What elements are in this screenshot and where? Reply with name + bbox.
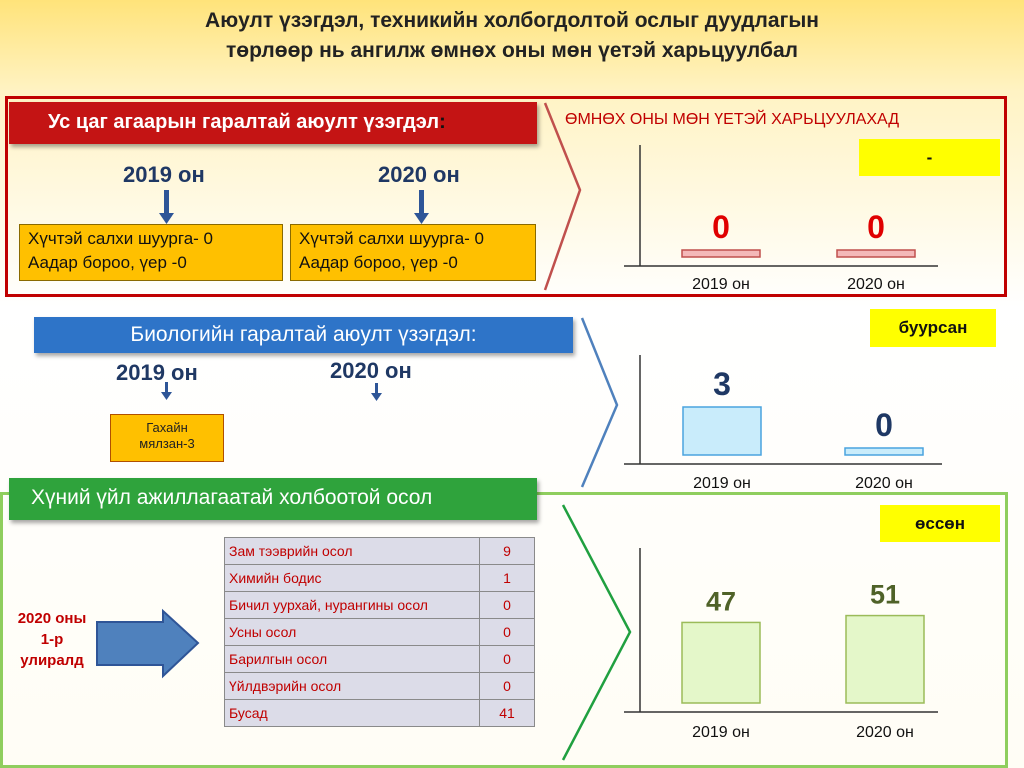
bar-2019-он: [682, 250, 760, 257]
weather-year-2019: 2019 он: [123, 162, 205, 187]
data-label: 0: [867, 209, 885, 245]
data-label: 3: [713, 366, 731, 402]
category-label: 2020 он: [856, 724, 914, 741]
bio-year-2020: 2020 он: [330, 358, 412, 383]
bar-chart-3: [624, 548, 938, 741]
data-label: 47: [705, 586, 737, 617]
weather-header-text: Ус цаг агаарын гаралтай аюулт үзэгдэл: [48, 111, 440, 133]
bar-2020-он: [837, 250, 915, 257]
weather-box-2020-line2: Аадар бороо, үер -0: [299, 253, 458, 272]
table-cell-label: Бичил уурхай, нурангины осол: [225, 592, 480, 619]
table-cell-value: 41: [480, 700, 535, 727]
bar-chart-2: [624, 355, 942, 492]
quarter-label-line2: 1-р: [40, 631, 64, 648]
weather-box-2019-line2: Аадар бороо, үер -0: [28, 253, 187, 272]
data-label: 0: [712, 209, 730, 245]
human-badge: өссөн: [880, 505, 1000, 542]
table-cell-label: Усны осол: [225, 619, 480, 646]
category-label: 2019 он: [692, 724, 750, 741]
category-label: 2019 он: [692, 276, 750, 293]
table-cell-label: Барилгын осол: [225, 646, 480, 673]
quarter-label-line3: улиралд: [20, 652, 84, 669]
bio-box-line2: мялзан-3: [139, 436, 195, 451]
quarter-label-line1: 2020 оны: [17, 610, 87, 627]
table-cell-value: 0: [480, 619, 535, 646]
bar-2019-он: [683, 407, 761, 455]
table-cell-value: 0: [480, 673, 535, 700]
bar-2020-он: [845, 448, 923, 455]
data-label: 0: [875, 407, 893, 443]
category-label: 2020 он: [847, 276, 905, 293]
bar-2019-он: [682, 622, 760, 703]
table-cell-label: Үйлдвэрийн осол: [225, 673, 480, 700]
table-cell-label: Химийн бодис: [225, 565, 480, 592]
weather-year-2020: 2020 он: [378, 162, 460, 187]
weather-box-2019-line1: Хүчтэй салхи шуурга- 0: [28, 229, 213, 248]
bio-year-2019: 2019 он: [116, 360, 198, 385]
table-cell-value: 0: [480, 592, 535, 619]
bar-2020-он: [846, 616, 924, 703]
table-cell-value: 0: [480, 646, 535, 673]
bio-header: Биологийн гаралтай аюулт үзэгдэл:: [34, 317, 573, 353]
bio-box-line1: Гахайн: [146, 420, 188, 435]
human-header: Хүний үйл ажиллагаатай холбоотой осол: [9, 478, 537, 520]
table-cell-label: Зам тээврийн осол: [225, 538, 480, 565]
title-line-1: Аюулт үзэгдэл, техникийн холбогдолтой ослыг дуудлагын: [205, 9, 819, 32]
bio-badge: буурсан: [870, 309, 996, 347]
weather-badge: -: [859, 139, 1000, 176]
weather-box-2020-line1: Хүчтэй салхи шуурга- 0: [299, 229, 484, 248]
table-cell-value: 9: [480, 538, 535, 565]
table-cell-value: 1: [480, 565, 535, 592]
title-line-2: төрлөөр нь ангилж өмнөх оны мөн үетэй харьцуулбал: [226, 39, 798, 62]
category-label: 2020 он: [855, 475, 913, 492]
weather-header-colon: :: [439, 111, 446, 133]
data-label: 51: [869, 579, 901, 610]
category-label: 2019 он: [693, 475, 751, 492]
bar-chart-1: [624, 145, 938, 293]
table-cell-label: Бусад: [225, 700, 480, 727]
comparison-title: ӨМНӨХ ОНЫ МӨН ҮЕТЭЙ ХАРЬЦУУЛАХАД: [565, 111, 900, 128]
